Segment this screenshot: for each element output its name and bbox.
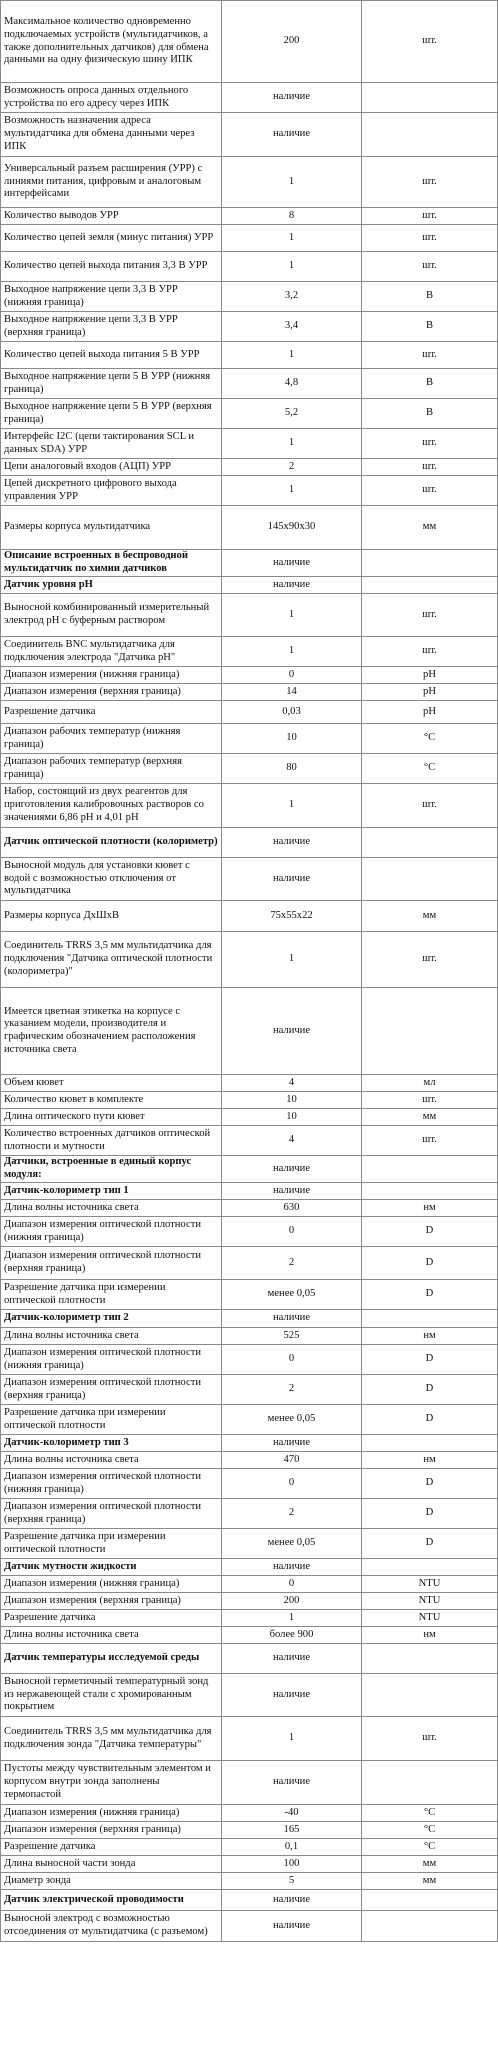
table-row — [1, 1856, 498, 1873]
table-row — [1, 1529, 498, 1559]
row-unit-cell: мм — [362, 506, 498, 550]
row-name-cell: Диапазон измерения (верхняя граница) — [1, 1593, 222, 1610]
table-row — [1, 1469, 498, 1499]
row-value-cell: 1 — [222, 225, 362, 252]
row-value-cell: 1 — [222, 429, 362, 459]
table-row — [1, 858, 498, 901]
row-unit-cell: В — [362, 312, 498, 342]
row-value-cell: наличие — [222, 577, 362, 594]
table-row — [1, 1345, 498, 1375]
row-unit-cell: шт. — [362, 1, 498, 83]
row-unit-cell: °C — [362, 724, 498, 754]
table-row — [1, 1328, 498, 1345]
row-value-cell: 14 — [222, 684, 362, 701]
row-value-cell: 470 — [222, 1452, 362, 1469]
row-value-cell: 1 — [222, 1610, 362, 1627]
table-row — [1, 784, 498, 828]
row-value-cell: наличие — [222, 1911, 362, 1942]
row-value-cell: 10 — [222, 724, 362, 754]
row-unit-cell: D — [362, 1345, 498, 1375]
row-unit-cell: мм — [362, 1856, 498, 1873]
row-unit-cell: pH — [362, 667, 498, 684]
row-unit-cell — [362, 1156, 498, 1183]
row-unit-cell — [362, 1559, 498, 1576]
table-row — [1, 1, 498, 83]
row-name-cell: Разрешение датчика при измерении оптической плотности — [1, 1529, 222, 1559]
row-name-cell: Диапазон измерения (верхняя граница) — [1, 1822, 222, 1839]
row-unit-cell — [362, 1183, 498, 1200]
row-name-cell: Разрешение датчика — [1, 1610, 222, 1627]
row-unit-cell — [362, 1911, 498, 1942]
row-value-cell: наличие — [222, 83, 362, 113]
row-value-cell: наличие — [222, 1310, 362, 1328]
row-value-cell: 1 — [222, 594, 362, 637]
row-value-cell: 5,2 — [222, 399, 362, 429]
row-name-cell: Разрешение датчика — [1, 701, 222, 724]
row-name-cell: Длина оптического пути кювет — [1, 1109, 222, 1126]
row-name-cell: Соединитель TRRS 3,5 мм мультидатчика для подключения зонда "Датчика температуры" — [1, 1717, 222, 1761]
table-row — [1, 828, 498, 858]
row-value-cell: наличие — [222, 1890, 362, 1911]
row-name-cell: Интерфейс I2C (цепи тактирования SCL и данных SDA) УРР — [1, 429, 222, 459]
row-value-cell: 5 — [222, 1873, 362, 1890]
table-row — [1, 1200, 498, 1217]
row-value-cell: 2 — [222, 1499, 362, 1529]
row-unit-cell: мм — [362, 901, 498, 932]
row-value-cell: 100 — [222, 1856, 362, 1873]
row-value-cell: наличие — [222, 1156, 362, 1183]
table-row — [1, 459, 498, 476]
table-row — [1, 1280, 498, 1310]
row-name-cell: Пустоты между чувствительным элементом и корпусом внутри зонда заполнены термопастой — [1, 1761, 222, 1805]
row-value-cell: 4,8 — [222, 369, 362, 399]
row-unit-cell: °C — [362, 1839, 498, 1856]
row-name-cell: Диапазон рабочих температур (верхняя граница) — [1, 754, 222, 784]
row-value-cell: 4 — [222, 1075, 362, 1092]
table-row — [1, 252, 498, 282]
table-row — [1, 1405, 498, 1435]
row-unit-cell: °C — [362, 1805, 498, 1822]
row-name-cell: Количество выводов УРР — [1, 208, 222, 225]
row-value-cell: 0 — [222, 1217, 362, 1247]
row-value-cell: 200 — [222, 1, 362, 83]
row-value-cell: 525 — [222, 1328, 362, 1345]
row-value-cell: менее 0,05 — [222, 1280, 362, 1310]
row-value-cell: 1 — [222, 784, 362, 828]
table-row — [1, 724, 498, 754]
row-value-cell: наличие — [222, 113, 362, 157]
table-row — [1, 369, 498, 399]
row-value-cell: 1 — [222, 342, 362, 369]
table-row — [1, 429, 498, 459]
row-name-cell: Описание встроенных в беспроводной мультидатчик по химии датчиков — [1, 550, 222, 577]
row-unit-cell: нм — [362, 1452, 498, 1469]
table-row — [1, 1559, 498, 1576]
row-unit-cell: мм — [362, 1109, 498, 1126]
row-unit-cell: шт. — [362, 157, 498, 208]
row-value-cell: 1 — [222, 932, 362, 988]
row-name-cell: Длина волны источника света — [1, 1452, 222, 1469]
row-name-cell: Количество цепей выхода питания 3,3 В УРР — [1, 252, 222, 282]
row-unit-cell: pH — [362, 684, 498, 701]
row-value-cell: 80 — [222, 754, 362, 784]
table-row — [1, 1109, 498, 1126]
row-name-cell: Длина выносной части зонда — [1, 1856, 222, 1873]
table-row — [1, 754, 498, 784]
row-name-cell: Диапазон измерения оптической плотности (верхняя граница) — [1, 1247, 222, 1280]
table-row — [1, 1183, 498, 1200]
table-row — [1, 901, 498, 932]
row-name-cell: Выходное напряжение цепи 5 В УРР (нижняя граница) — [1, 369, 222, 399]
row-unit-cell — [362, 113, 498, 157]
table-row — [1, 1435, 498, 1452]
row-name-cell: Диапазон измерения оптической плотности (нижняя граница) — [1, 1469, 222, 1499]
row-unit-cell: D — [362, 1375, 498, 1405]
row-value-cell: наличие — [222, 550, 362, 577]
row-unit-cell: шт. — [362, 932, 498, 988]
table-row — [1, 282, 498, 312]
row-value-cell: наличие — [222, 1183, 362, 1200]
row-unit-cell: шт. — [362, 1717, 498, 1761]
row-unit-cell — [362, 1674, 498, 1717]
row-name-cell: Максимальное количество одновременно подключаемых устройств (мультидатчиков, а также дополнительных датчиков) для обмена данными на одну физическую шину ИПК — [1, 1, 222, 83]
table-row — [1, 312, 498, 342]
row-value-cell: 3,2 — [222, 282, 362, 312]
row-unit-cell — [362, 1310, 498, 1328]
table-row — [1, 1126, 498, 1156]
row-value-cell: 165 — [222, 1822, 362, 1839]
row-unit-cell: NTU — [362, 1610, 498, 1627]
row-value-cell: менее 0,05 — [222, 1405, 362, 1435]
table-row — [1, 701, 498, 724]
table-row — [1, 83, 498, 113]
table-row — [1, 476, 498, 506]
row-name-cell: Соединитель BNC мультидатчика для подключения электрода "Датчика pH" — [1, 637, 222, 667]
row-value-cell: 0 — [222, 667, 362, 684]
row-unit-cell: шт. — [362, 459, 498, 476]
row-value-cell: 200 — [222, 1593, 362, 1610]
row-value-cell: 3,4 — [222, 312, 362, 342]
row-name-cell: Количество встроенных датчиков оптической плотности и мутности — [1, 1126, 222, 1156]
table-row — [1, 1075, 498, 1092]
table-row — [1, 208, 498, 225]
row-unit-cell — [362, 1644, 498, 1674]
table-row — [1, 1310, 498, 1328]
row-value-cell: 1 — [222, 637, 362, 667]
row-name-cell: Диапазон измерения оптической плотности (верхняя граница) — [1, 1375, 222, 1405]
row-value-cell: наличие — [222, 1674, 362, 1717]
table-row — [1, 1156, 498, 1183]
row-name-cell: Разрешение датчика — [1, 1839, 222, 1856]
row-unit-cell: шт. — [362, 476, 498, 506]
table-row — [1, 1576, 498, 1593]
row-name-cell: Диапазон измерения (верхняя граница) — [1, 684, 222, 701]
row-name-cell: Набор, состоящий из двух реагентов для приготовления калибровочных растворов со значениями 6,86 pH и 4,01 pH — [1, 784, 222, 828]
row-value-cell: 1 — [222, 157, 362, 208]
table-row — [1, 113, 498, 157]
table-row — [1, 1627, 498, 1644]
table-row — [1, 684, 498, 701]
table-row — [1, 1761, 498, 1805]
row-name-cell: Диапазон измерения оптической плотности (верхняя граница) — [1, 1499, 222, 1529]
row-name-cell: Выносной герметичный температурный зонд из нержавеющей стали с хромированным покрытием — [1, 1674, 222, 1717]
row-name-cell: Длина волны источника света — [1, 1328, 222, 1345]
row-unit-cell: шт. — [362, 637, 498, 667]
row-value-cell: 1 — [222, 1717, 362, 1761]
row-unit-cell: нм — [362, 1328, 498, 1345]
row-value-cell: 0 — [222, 1345, 362, 1375]
row-name-cell: Датчик оптической плотности (колориметр) — [1, 828, 222, 858]
table-row — [1, 577, 498, 594]
row-unit-cell: D — [362, 1529, 498, 1559]
specs-table-body — [1, 1, 498, 1942]
row-unit-cell — [362, 1761, 498, 1805]
row-value-cell: 10 — [222, 1109, 362, 1126]
table-row — [1, 225, 498, 252]
row-value-cell: 8 — [222, 208, 362, 225]
row-name-cell: Датчик электрической проводимости — [1, 1890, 222, 1911]
row-name-cell: Диапазон измерения (нижняя граница) — [1, 1576, 222, 1593]
row-name-cell: Количество цепей выхода питания 5 В УРР — [1, 342, 222, 369]
row-unit-cell — [362, 858, 498, 901]
table-row — [1, 1452, 498, 1469]
row-unit-cell — [362, 1435, 498, 1452]
row-name-cell: Датчик-колориметр тип 3 — [1, 1435, 222, 1452]
row-unit-cell: В — [362, 399, 498, 429]
row-value-cell: 630 — [222, 1200, 362, 1217]
row-unit-cell: NTU — [362, 1576, 498, 1593]
row-value-cell: 2 — [222, 1247, 362, 1280]
row-unit-cell: NTU — [362, 1593, 498, 1610]
row-unit-cell: шт. — [362, 208, 498, 225]
row-name-cell: Датчик уровня pH — [1, 577, 222, 594]
row-name-cell: Соединитель TRRS 3,5 мм мультидатчика для подключения "Датчика оптической плотности (колориметра)" — [1, 932, 222, 988]
row-unit-cell — [362, 988, 498, 1075]
row-unit-cell: шт. — [362, 1092, 498, 1109]
row-name-cell: Диапазон измерения оптической плотности (нижняя граница) — [1, 1217, 222, 1247]
row-unit-cell: нм — [362, 1627, 498, 1644]
row-name-cell: Датчик-колориметр тип 2 — [1, 1310, 222, 1328]
row-unit-cell — [362, 83, 498, 113]
row-unit-cell: шт. — [362, 1126, 498, 1156]
row-unit-cell: °C — [362, 1822, 498, 1839]
row-name-cell: Датчики, встроенные в единый корпус модуля: — [1, 1156, 222, 1183]
row-value-cell: наличие — [222, 1644, 362, 1674]
row-value-cell: наличие — [222, 858, 362, 901]
row-unit-cell: шт. — [362, 225, 498, 252]
row-value-cell: 0 — [222, 1469, 362, 1499]
table-row — [1, 550, 498, 577]
row-unit-cell: D — [362, 1499, 498, 1529]
row-name-cell: Датчик-колориметр тип 1 — [1, 1183, 222, 1200]
row-name-cell: Выносной электрод с возможностью отсоединения от мультидатчика (с разъемом) — [1, 1911, 222, 1942]
row-unit-cell: В — [362, 282, 498, 312]
table-row — [1, 1610, 498, 1627]
row-name-cell: Объем кювет — [1, 1075, 222, 1092]
table-row — [1, 1499, 498, 1529]
row-value-cell: 145x90x30 — [222, 506, 362, 550]
row-value-cell: 0,03 — [222, 701, 362, 724]
table-row — [1, 1092, 498, 1109]
row-unit-cell — [362, 1890, 498, 1911]
row-value-cell: 1 — [222, 252, 362, 282]
table-row — [1, 1217, 498, 1247]
row-unit-cell: шт. — [362, 594, 498, 637]
row-name-cell: Цепей дискретного цифрового выхода управления УРР — [1, 476, 222, 506]
table-row — [1, 1805, 498, 1822]
row-name-cell: Универсальный разъем расширения (УРР) с линиями питания, цифровым и аналоговым интерфейсами — [1, 157, 222, 208]
table-row — [1, 342, 498, 369]
row-value-cell: 0,1 — [222, 1839, 362, 1856]
row-name-cell: Длина волны источника света — [1, 1200, 222, 1217]
row-name-cell: Диапазон рабочих температур (нижняя граница) — [1, 724, 222, 754]
row-unit-cell: В — [362, 369, 498, 399]
row-name-cell: Размеры корпуса ДхШхВ — [1, 901, 222, 932]
row-name-cell: Выносной модуль для установки кювет с водой с возможностью отключения от мультидатчика — [1, 858, 222, 901]
row-unit-cell: D — [362, 1405, 498, 1435]
row-value-cell: 75x55x22 — [222, 901, 362, 932]
table-row — [1, 1247, 498, 1280]
row-unit-cell: D — [362, 1469, 498, 1499]
row-name-cell: Разрешение датчика при измерении оптической плотности — [1, 1280, 222, 1310]
table-row — [1, 1644, 498, 1674]
row-value-cell: -40 — [222, 1805, 362, 1822]
row-unit-cell — [362, 550, 498, 577]
row-value-cell: 2 — [222, 1375, 362, 1405]
row-name-cell: Выносной комбинированный измерительный электрод pH с буферным раствором — [1, 594, 222, 637]
row-name-cell: Размеры корпуса мультидатчика — [1, 506, 222, 550]
table-row — [1, 1375, 498, 1405]
table-row — [1, 637, 498, 667]
row-unit-cell: D — [362, 1217, 498, 1247]
table-row — [1, 1593, 498, 1610]
row-name-cell: Диаметр зонда — [1, 1873, 222, 1890]
row-name-cell: Возможность назначения адреса мультидатчика для обмена данными через ИПК — [1, 113, 222, 157]
row-name-cell: Выходное напряжение цепи 3,3 В УРР (нижняя граница) — [1, 282, 222, 312]
table-row — [1, 1873, 498, 1890]
row-unit-cell: мм — [362, 1873, 498, 1890]
row-unit-cell: шт. — [362, 342, 498, 369]
row-value-cell: 1 — [222, 476, 362, 506]
row-unit-cell: шт. — [362, 429, 498, 459]
row-value-cell: наличие — [222, 1435, 362, 1452]
table-row — [1, 1717, 498, 1761]
row-unit-cell: шт. — [362, 252, 498, 282]
table-row — [1, 988, 498, 1075]
table-row — [1, 932, 498, 988]
table-row — [1, 1822, 498, 1839]
row-value-cell: 0 — [222, 1576, 362, 1593]
row-unit-cell: нм — [362, 1200, 498, 1217]
row-value-cell: менее 0,05 — [222, 1529, 362, 1559]
row-name-cell: Количество цепей земля (минус питания) УРР — [1, 225, 222, 252]
row-name-cell: Диапазон измерения (нижняя граница) — [1, 1805, 222, 1822]
table-row — [1, 667, 498, 684]
row-value-cell: наличие — [222, 1559, 362, 1576]
row-value-cell: наличие — [222, 988, 362, 1075]
row-unit-cell: мл — [362, 1075, 498, 1092]
row-value-cell: наличие — [222, 1761, 362, 1805]
table-row — [1, 594, 498, 637]
row-name-cell: Количество кювет в комплекте — [1, 1092, 222, 1109]
row-unit-cell: D — [362, 1280, 498, 1310]
row-value-cell: наличие — [222, 828, 362, 858]
row-name-cell: Выходное напряжение цепи 3,3 В УРР (верхняя граница) — [1, 312, 222, 342]
row-name-cell: Диапазон измерения оптической плотности (нижняя граница) — [1, 1345, 222, 1375]
row-value-cell: 10 — [222, 1092, 362, 1109]
row-name-cell: Разрешение датчика при измерении оптической плотности — [1, 1405, 222, 1435]
row-name-cell: Возможность опроса данных отдельного устройства по его адресу через ИПК — [1, 83, 222, 113]
row-name-cell: Диапазон измерения (нижняя граница) — [1, 667, 222, 684]
row-name-cell: Длина волны источника света — [1, 1627, 222, 1644]
row-value-cell: более 900 — [222, 1627, 362, 1644]
row-value-cell: 4 — [222, 1126, 362, 1156]
row-unit-cell: pH — [362, 701, 498, 724]
row-unit-cell — [362, 828, 498, 858]
row-value-cell: 2 — [222, 459, 362, 476]
row-unit-cell: шт. — [362, 784, 498, 828]
row-name-cell: Цепи аналоговый входов (АЦП) УРР — [1, 459, 222, 476]
table-row — [1, 1890, 498, 1911]
table-row — [1, 399, 498, 429]
row-name-cell: Датчик мутности жидкости — [1, 1559, 222, 1576]
table-row — [1, 157, 498, 208]
table-row — [1, 1911, 498, 1942]
row-unit-cell: D — [362, 1247, 498, 1280]
row-unit-cell — [362, 577, 498, 594]
row-name-cell: Имеется цветная этикетка на корпусе с указанием модели, производителя и графическим обозначением расположения источника света — [1, 988, 222, 1075]
table-row — [1, 1674, 498, 1717]
row-unit-cell: °C — [362, 754, 498, 784]
row-name-cell: Выходное напряжение цепи 5 В УРР (верхняя граница) — [1, 399, 222, 429]
row-name-cell: Датчик температуры исследуемой среды — [1, 1644, 222, 1674]
table-row — [1, 1839, 498, 1856]
table-row — [1, 506, 498, 550]
